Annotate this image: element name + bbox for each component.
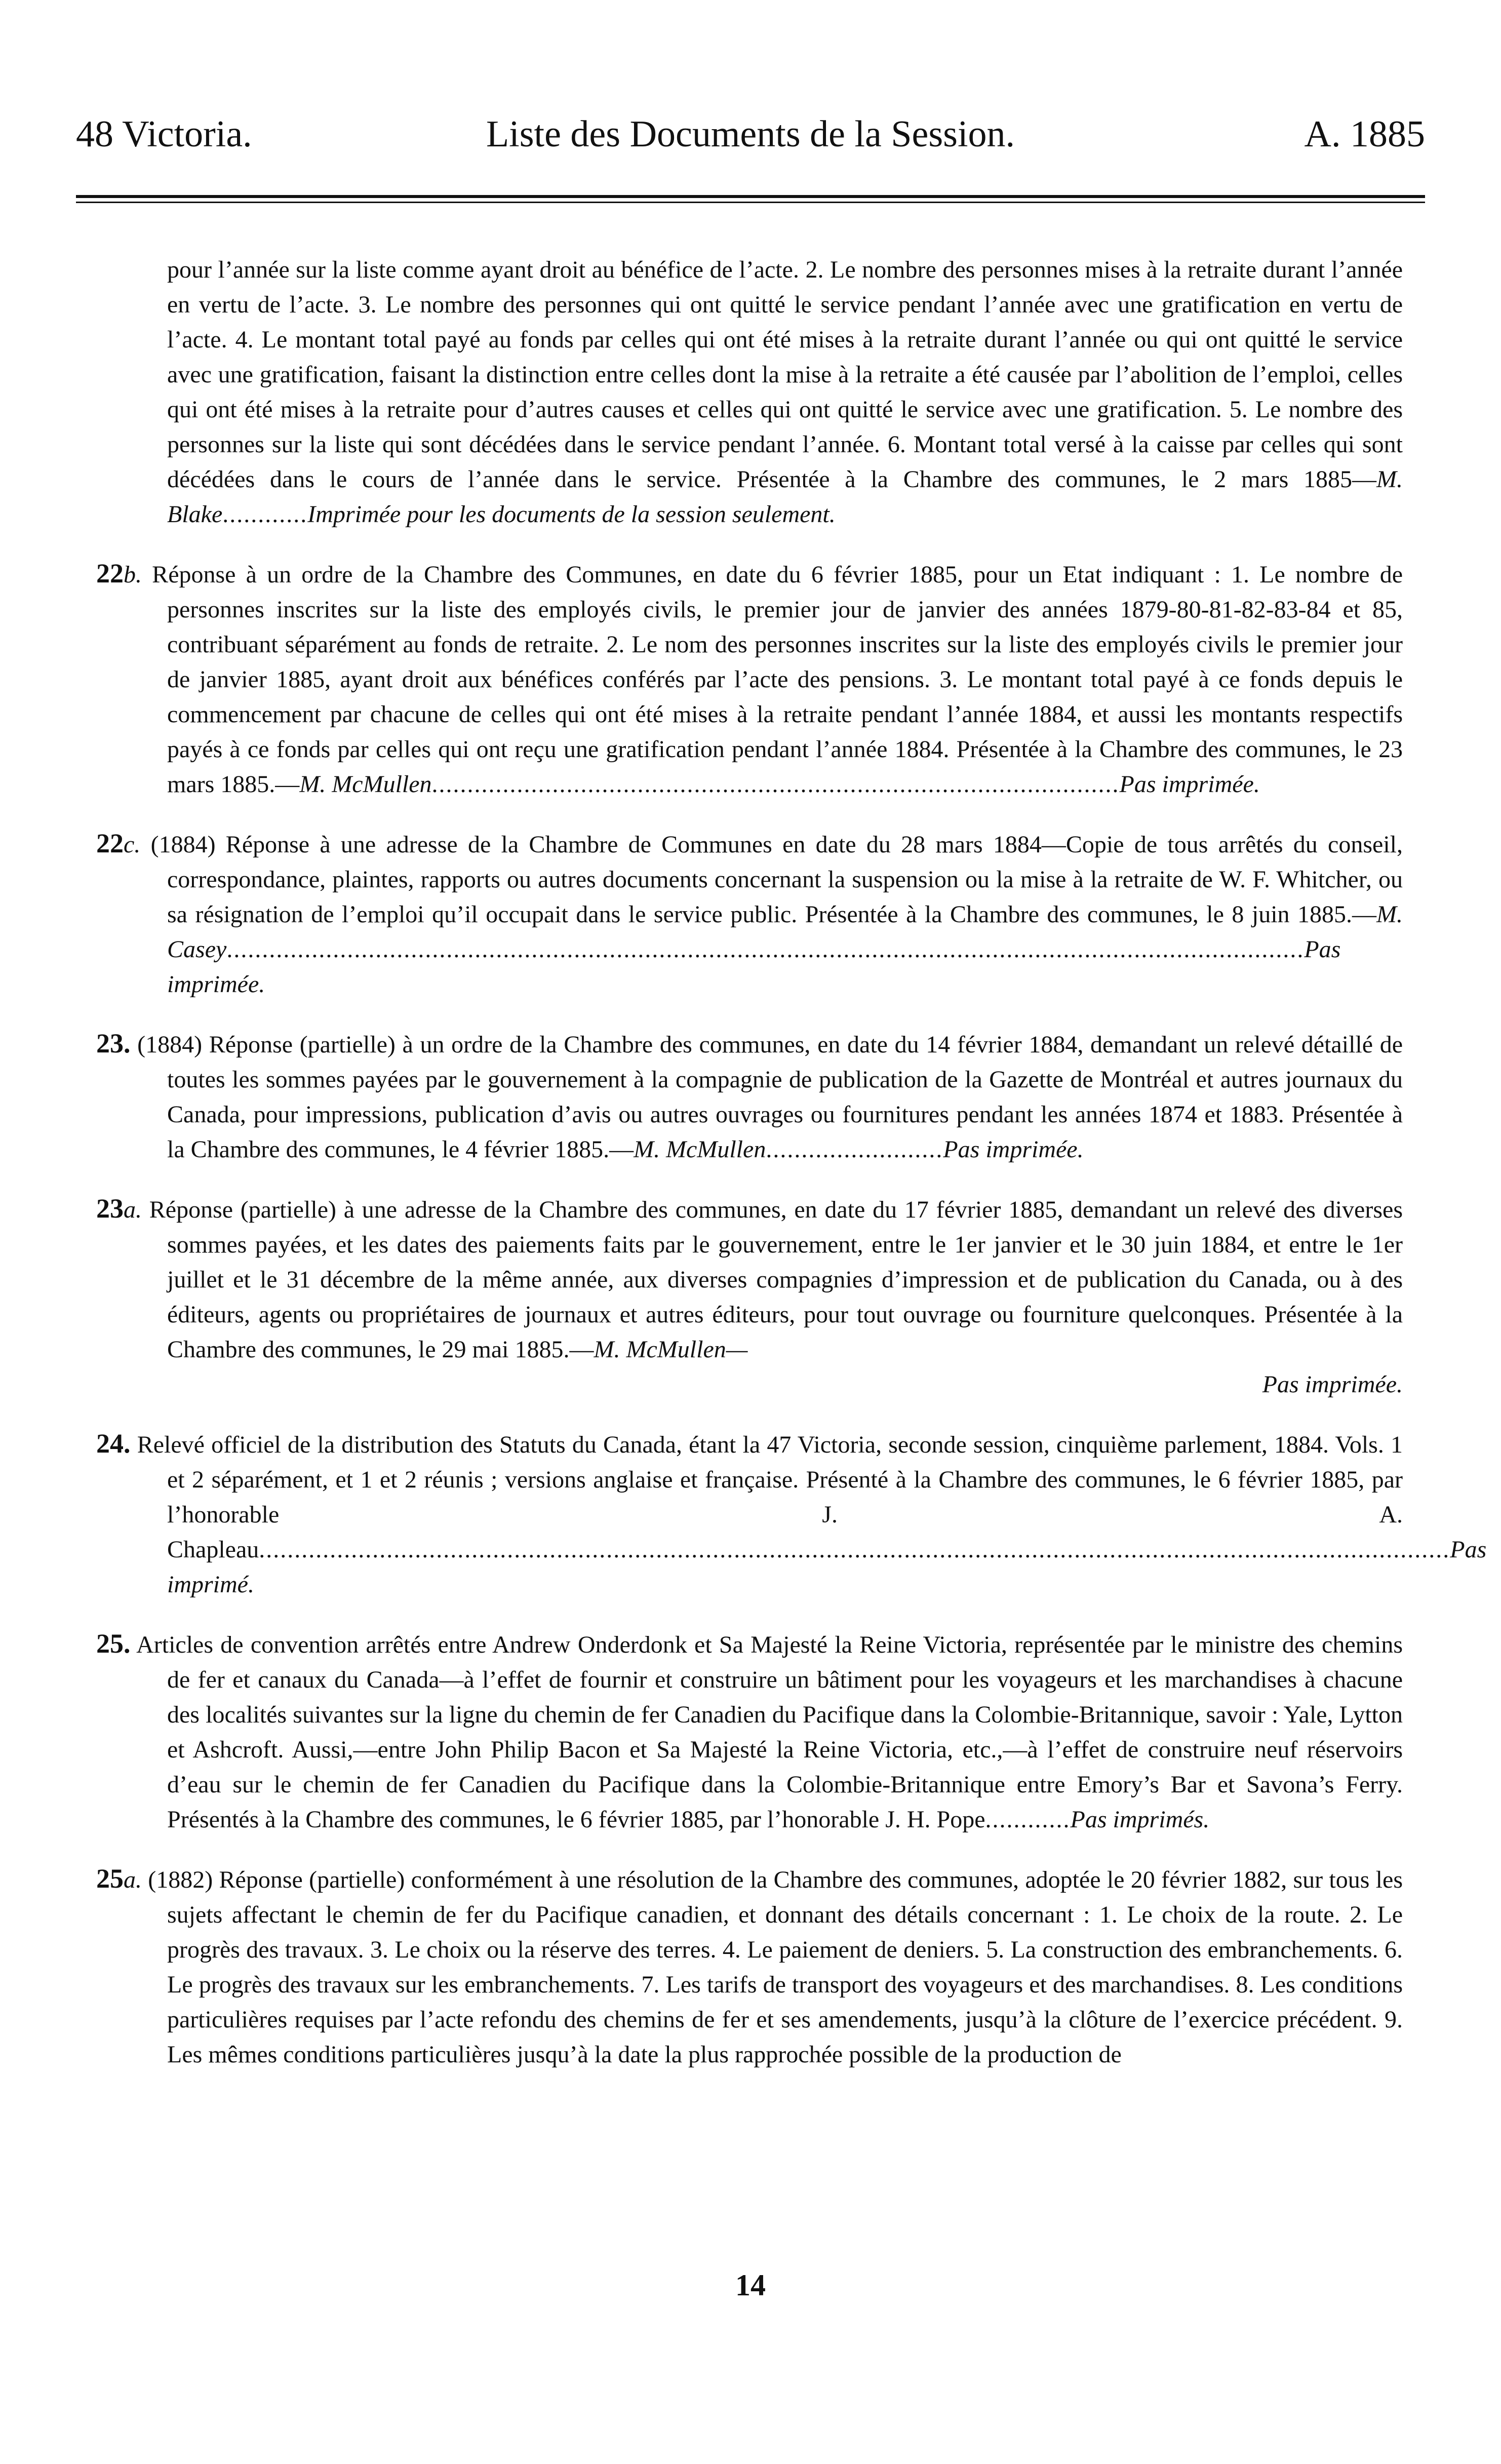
entry-status: Pas imprimé. — [167, 1536, 1487, 1598]
entry-mover: M. McMullen — [634, 1136, 766, 1163]
entry-number: 24. — [96, 1428, 131, 1459]
page-number: 14 — [735, 2269, 766, 2302]
entry-mover: M. Blake — [167, 466, 1403, 528]
running-header — [76, 101, 1425, 167]
entry-23a — [96, 1191, 1403, 1402]
entry-mover: M. McMullen— — [594, 1336, 748, 1363]
entry-leader-dots: ......................... — [766, 1136, 943, 1163]
entry-leader-dots: ............ — [985, 1806, 1071, 1833]
entry-status: Imprimée pour les documents de la session seulement. — [307, 501, 836, 528]
entry-text: (1882) Réponse (partielle) conformément à une résolution de la Chambre des communes, adoptée le 20 février 1882, sur tous les sujets affectant le chemin de fer du Pacifique canadien, et donnant des détails concernant : 1. Le choix de la route. 2. Le progrès des travaux. 3. Le choix ou la réserve des terres. 4. Le paiement de deniers. 5. La construction des embranchements. 6. Le progrès des travaux sur les embranchements. 7. Les tarifs de transport des voyageurs et des marchandises. 8. Les conditions particulières requises par l’acte refondu des chemins de fer et ses amendements, jusqu’à la clôture de l’exercice précédent. 9. Les mêmes conditions particulières jusqu’à la date la plus rapprochée possible de la production de — [148, 1866, 1403, 2068]
entry-text: Réponse à un ordre de la Chambre des Communes, en date du 6 février 1885, pour un Etat indiquant : 1. Le nombre de personnes inscrites sur la liste des employés civils, le premier jour de janvier des années 1879-80-81-82-83-84 et 85, contribuant séparément au fonds de retraite. 2. Le nom des personnes inscrites sur la liste des employés civils le premier jour de janvier 1885, ayant droit aux bénéfices conférés par l’acte des pensions. 3. Le montant total payé à ce fonds depuis le commencement par chacune de celles qui ont été mises à la retraite pendant l’année 1884, et aussi les montants respectifs payés à ce fonds par celles qui ont reçu une gratification pendant l’année 1884. Présentée à la Chambre des communes, le 23 mars 1885.— — [152, 561, 1403, 798]
entry-mover: M. McMullen — [299, 771, 432, 798]
entry-leader-dots: ............ — [222, 501, 308, 528]
entry-status: Pas imprimée. — [1262, 1371, 1403, 1398]
entry-status: Pas imprimée. — [1119, 771, 1260, 798]
document-body — [96, 228, 1487, 2089]
entry-number: 23a. — [96, 1193, 142, 1224]
entry-text: (1884) Réponse à une adresse de la Chambre de Communes en date du 28 mars 1884—Copie de tous arrêtés du conseil, correspondance, plaintes, rapports ou autres documents concernant la suspension ou la mise à la retraite de W. F. Whitcher, ou sa résignation de l’emploi qu’il occupait dans le service public. Présentée à la Chambre des communes, le 8 juin 1885.— — [150, 831, 1403, 928]
entry-text: pour l’année sur la liste comme ayant droit au bénéfice de l’acte. 2. Le nombre des personnes mises à la retraite durant l’année en vertu de l’acte. 3. Le nombre des personnes qui ont quitté le service pendant l’année avec une gratification en vertu de l’acte. 4. Le montant total payé au fonds par celles qui ont été mises à la retraite durant l’année ou qui ont quitté le service avec une gratification, faisant la distinction entre celles dont la mise à la retraite a été causée par l’abolition de l’emploi, celles qui ont été mises à la retraite pour d’autres causes et celles qui ont quitté le service avec une gratification. 5. Le nombre des personnes sur la liste qui sont décédées dans le service pendant l’année. 6. Montant total versé à la caisse par celles qui sont décédées dans le cours de l’année dans le service. Présentée à la Chambre des communes, le 2 mars 1885— — [167, 256, 1403, 493]
entry-status: Pas imprimée. — [167, 936, 1341, 998]
entry-leader-dots: ................................................................................................. — [431, 771, 1120, 798]
entry-text: Réponse (partielle) à une adresse de la Chambre des communes, en date du 17 février 1885, demandant un relevé des diverses sommes payées, et les dates des paiements faits par le gouvernement, entre le 1er janvier et le 30 juin 1884, et entre le 1er juillet et le 31 décembre de la même année, aux diverses compagnies d’impression et de publication du Canada, ou à des éditeurs, agents ou propriétaires de journaux et autres éditeurs, pour tout ouvrage ou fourniture quelconques. Présentée à la Chambre des communes, le 29 mai 1885.— — [149, 1196, 1403, 1363]
entry-23 — [96, 1026, 1403, 1167]
entry-22b — [96, 556, 1403, 802]
entry-number: 22c. — [96, 828, 141, 858]
entry-text: Articles de convention arrêtés entre Andrew Onderdonk et Sa Majesté la Reine Victoria, représentée par le ministre des chemins de fer et canaux du Canada—à l’effet de fournir et construire un bâtiment pour les voyageurs et les marchandises à chacune des localités suivantes sur la ligne du chemin de fer Canadien du Pacifique dans la Colombie-Britannique, savoir : Yale, Lytton et Ashcroft. Aussi,—entre John Philip Bacon et Sa Majesté la Reine Victoria, etc.,—à l’effet de construire neuf réservoirs d’eau sur le chemin de fer Canadien du Pacifique dans la Colombie-Britannique entre Emory’s Bar et Savona’s Ferry. Présentés à la Chambre des communes, le 6 février 1885, par l’honorable J. H. Pope — [136, 1631, 1403, 1833]
entry-text: Relevé officiel de la distribution des Statuts du Canada, étant la 47 Victoria, seconde session, cinquième parlement, 1884. Vols. 1 et 2 séparément, et 1 et 2 réunis ; versions anglaise et française. Présenté à la Chambre des communes, le 6 février 1885, par l’honorable J. A. Chapleau — [137, 1431, 1403, 1563]
entry-mover: M. Casey — [167, 901, 1403, 963]
entry-25 — [96, 1626, 1403, 1837]
entry-22c — [96, 826, 1403, 1002]
entry-25a — [96, 1861, 1403, 2072]
entry-leader-dots: ........................................................................................................................................................................ — [259, 1536, 1450, 1563]
header-rule-thick — [76, 195, 1425, 198]
header-year: A. 1885 — [1304, 113, 1425, 155]
entry-status: Pas imprimée. — [943, 1136, 1084, 1163]
entry-number: 25. — [96, 1628, 131, 1659]
entry-number: 23. — [96, 1028, 131, 1059]
entry-number: 22b. — [96, 558, 142, 589]
entry-continuation — [96, 252, 1403, 532]
header-rule-thin — [76, 202, 1425, 203]
entry-text: (1884) Réponse (partielle) à un ordre de la Chambre des communes, en date du 14 février 1884, demandant un relevé détaillé de toutes les sommes payées par le gouvernement à la compagnie de publication de la Gazette de Montréal et autres journaux du Canada, pour impressions, publication d’avis ou autres ouvrages ou fournitures pendant les années 1874 et 1883. Présentée à la Chambre des communes, le 4 février 1885.— — [137, 1031, 1403, 1163]
header-volume: 48 Victoria. — [76, 113, 252, 155]
entry-24 — [96, 1426, 1487, 1602]
entry-status: Pas imprimés. — [1070, 1806, 1210, 1833]
entry-leader-dots: ........................................................................................................................................................ — [226, 936, 1305, 963]
header-title: Liste des Documents de la Session. — [486, 113, 1015, 155]
entry-number: 25a. — [96, 1863, 142, 1894]
